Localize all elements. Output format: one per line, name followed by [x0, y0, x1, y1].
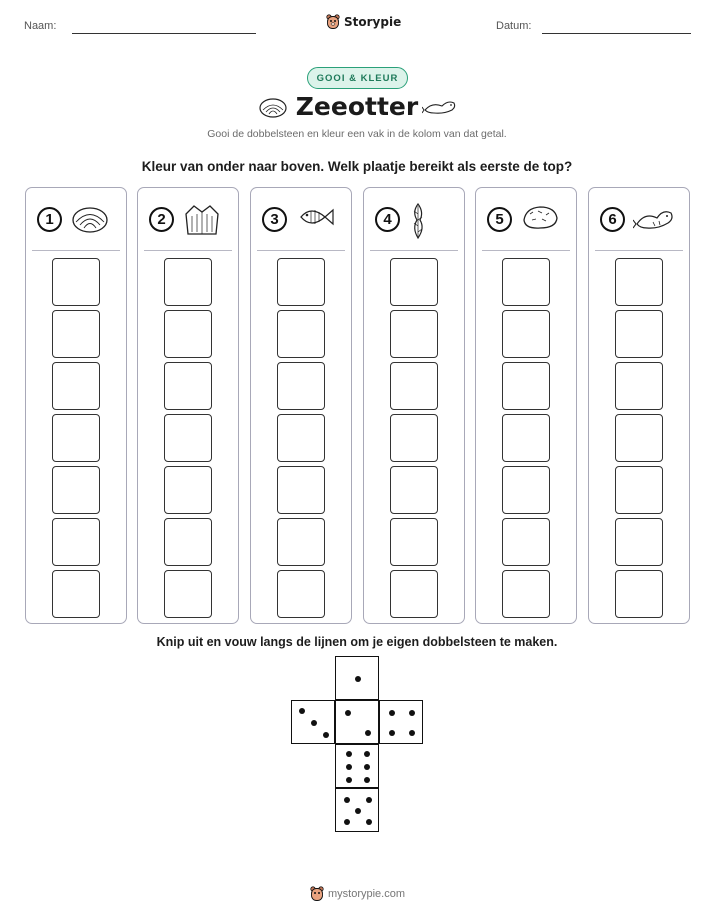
- storypie-mascot-icon: [326, 14, 340, 30]
- column-4: [363, 187, 465, 624]
- column-2: [137, 187, 239, 624]
- column-1: [25, 187, 127, 624]
- column-header: [251, 202, 351, 238]
- dice-pip: [365, 730, 371, 736]
- color-box[interactable]: [277, 310, 325, 358]
- color-box[interactable]: [52, 518, 100, 566]
- footer-url: mystorypie.com: [328, 888, 406, 900]
- dice-face-2: [335, 700, 379, 744]
- color-box[interactable]: [615, 570, 663, 618]
- color-box[interactable]: [390, 570, 438, 618]
- dice-pip: [299, 708, 305, 714]
- column-number: 6: [600, 207, 625, 232]
- column-divider: [595, 250, 683, 251]
- color-box[interactable]: [615, 310, 663, 358]
- rock-icon: [520, 202, 564, 238]
- color-box[interactable]: [615, 258, 663, 306]
- column-divider: [257, 250, 345, 251]
- dice-face-6: [335, 744, 379, 788]
- column-number: 2: [149, 207, 174, 232]
- dice-face-5: [335, 788, 379, 832]
- fur-coat-icon: [182, 202, 226, 238]
- color-box[interactable]: [52, 414, 100, 462]
- column-3: [250, 187, 352, 624]
- color-box[interactable]: [502, 518, 550, 566]
- column-header: [138, 202, 238, 238]
- dice-pip: [389, 710, 395, 716]
- dice-pip: [364, 764, 370, 770]
- dice-pip: [323, 732, 329, 738]
- footer: [310, 886, 405, 902]
- color-box[interactable]: [502, 362, 550, 410]
- dice-pip: [389, 730, 395, 736]
- dice-pip: [409, 710, 415, 716]
- sea-otter-icon: [422, 94, 458, 118]
- column-header: [26, 202, 126, 238]
- dice-pip: [346, 764, 352, 770]
- color-box[interactable]: [615, 414, 663, 462]
- dice-instruction: Knip uit en vouw langs de lijnen om je eigen dobbelsteen te maken.: [156, 635, 558, 649]
- dice-pip: [344, 797, 350, 803]
- color-box[interactable]: [52, 570, 100, 618]
- dice-pip: [364, 777, 370, 783]
- color-box[interactable]: [615, 362, 663, 410]
- color-box[interactable]: [502, 258, 550, 306]
- color-box[interactable]: [390, 362, 438, 410]
- column-header: [364, 202, 464, 238]
- dice-pip: [364, 751, 370, 757]
- dice-pip: [345, 710, 351, 716]
- dice-pip: [311, 720, 317, 726]
- column-divider: [32, 250, 120, 251]
- activity-badge: GOOI & KLEUR: [307, 67, 408, 89]
- column-6: [588, 187, 690, 624]
- color-box[interactable]: [390, 466, 438, 514]
- brand-logo: [326, 14, 401, 30]
- color-box[interactable]: [390, 518, 438, 566]
- dice-pip: [366, 819, 372, 825]
- column-number: 5: [487, 207, 512, 232]
- column-number: 1: [37, 207, 62, 232]
- dice-pip: [409, 730, 415, 736]
- dice-face-3: [291, 700, 335, 744]
- color-box[interactable]: [390, 414, 438, 462]
- kelp-icon: [408, 202, 452, 238]
- color-box[interactable]: [164, 570, 212, 618]
- column-5: [475, 187, 577, 624]
- column-number: 4: [375, 207, 400, 232]
- sea-otter-icon: [633, 202, 677, 238]
- clam-icon: [70, 202, 114, 238]
- dice-pip: [366, 797, 372, 803]
- subtitle: Gooi de dobbelsteen en kleur een vak in de kolom van dat getal.: [207, 128, 507, 140]
- color-box[interactable]: [52, 258, 100, 306]
- dice-face-1: [335, 656, 379, 700]
- color-box[interactable]: [277, 258, 325, 306]
- color-box[interactable]: [277, 466, 325, 514]
- color-box[interactable]: [615, 518, 663, 566]
- column-divider: [482, 250, 570, 251]
- color-box[interactable]: [164, 258, 212, 306]
- color-box[interactable]: [390, 258, 438, 306]
- dice-pip: [355, 808, 361, 814]
- color-box[interactable]: [164, 414, 212, 462]
- color-box[interactable]: [615, 466, 663, 514]
- instruction: Kleur van onder naar boven. Welk plaatje bereikt als eerste de top?: [141, 159, 573, 174]
- color-box[interactable]: [502, 310, 550, 358]
- color-box[interactable]: [502, 570, 550, 618]
- color-box[interactable]: [277, 362, 325, 410]
- dice-pip: [346, 751, 352, 757]
- column-divider: [370, 250, 458, 251]
- color-box[interactable]: [164, 466, 212, 514]
- column-header: [476, 202, 576, 238]
- column-number: 3: [262, 207, 287, 232]
- color-box[interactable]: [52, 466, 100, 514]
- color-box[interactable]: [164, 310, 212, 358]
- color-box[interactable]: [390, 310, 438, 358]
- dice-pip: [355, 676, 361, 682]
- date-label: Datum:: [496, 20, 532, 32]
- color-box[interactable]: [164, 518, 212, 566]
- dice-pip: [344, 819, 350, 825]
- date-line: [542, 33, 691, 34]
- color-box[interactable]: [277, 518, 325, 566]
- column-divider: [144, 250, 232, 251]
- color-box[interactable]: [277, 414, 325, 462]
- name-line: [72, 33, 256, 34]
- brand-name: Storypie: [344, 15, 402, 29]
- fish-icon: [295, 202, 339, 238]
- color-box[interactable]: [164, 362, 212, 410]
- dice-pip: [346, 777, 352, 783]
- column-header: [589, 202, 689, 238]
- storypie-mascot-icon: [310, 886, 324, 902]
- color-box[interactable]: [502, 466, 550, 514]
- dice-face-4: [379, 700, 423, 744]
- color-box[interactable]: [502, 414, 550, 462]
- color-box[interactable]: [52, 310, 100, 358]
- name-label: Naam:: [24, 20, 57, 32]
- color-box[interactable]: [52, 362, 100, 410]
- page-title: Zeeotter: [295, 92, 419, 121]
- color-box[interactable]: [277, 570, 325, 618]
